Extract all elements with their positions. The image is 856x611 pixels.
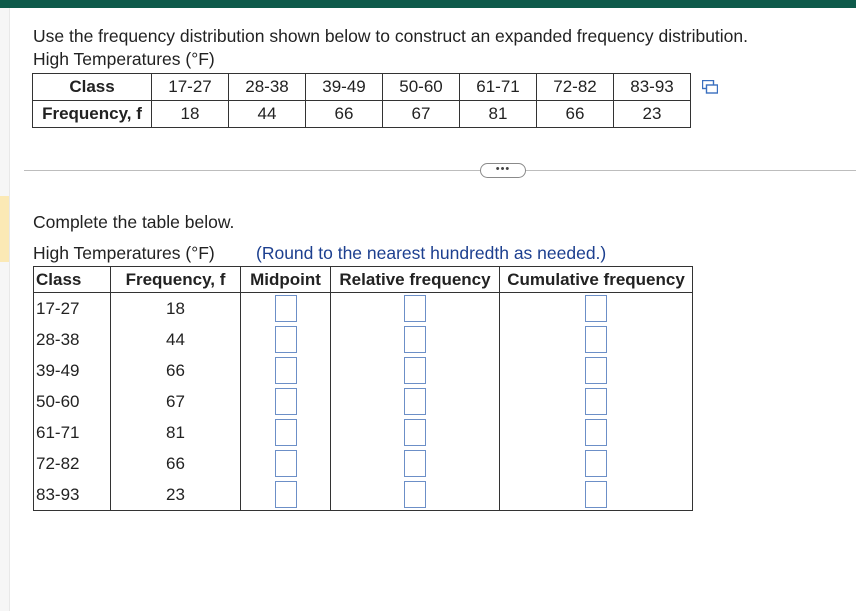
table-row <box>34 324 693 355</box>
class-cell: 28-38 <box>34 324 111 355</box>
cumulative-frequency-input[interactable] <box>585 450 607 477</box>
table-row <box>34 355 693 386</box>
frequency-cell: 81 <box>111 417 241 448</box>
relative-frequency-input[interactable] <box>404 450 426 477</box>
frequency-cell: 67 <box>111 386 241 417</box>
relative-frequency-input[interactable] <box>404 326 426 353</box>
midpoint-input[interactable] <box>275 326 297 353</box>
given-frequency-cell: 23 <box>614 101 691 128</box>
table-row <box>34 386 693 417</box>
given-class-cell: 50-60 <box>383 74 460 101</box>
class-cell: 72-82 <box>34 448 111 479</box>
class-cell: 17-27 <box>34 293 111 325</box>
prompt-text: Complete the table below. <box>33 212 235 232</box>
table-row <box>34 417 693 448</box>
relative-frequency-input[interactable] <box>404 357 426 384</box>
relative-frequency-input[interactable] <box>404 388 426 415</box>
midpoint-input[interactable] <box>275 357 297 384</box>
show-more-button[interactable]: ••• <box>480 163 526 178</box>
frequency-cell: 23 <box>111 479 241 511</box>
class-cell: 61-71 <box>34 417 111 448</box>
class-cell: 83-93 <box>34 479 111 511</box>
cumulative-frequency-input[interactable] <box>585 295 607 322</box>
given-class-cell: 61-71 <box>460 74 537 101</box>
open-table-icon[interactable] <box>702 80 718 94</box>
cumulative-frequency-header: Cumulative frequency <box>500 267 693 293</box>
class-cell: 50-60 <box>34 386 111 417</box>
relative-frequency-header: Relative frequency <box>331 267 500 293</box>
cumulative-frequency-input[interactable] <box>585 419 607 446</box>
given-table-caption: High Temperatures (°F) <box>33 49 215 69</box>
cumulative-frequency-input[interactable] <box>585 357 607 384</box>
given-frequency-header: Frequency, f <box>33 101 152 128</box>
frequency-header: Frequency, f <box>111 267 241 293</box>
current-question-marker <box>0 196 9 262</box>
midpoint-input[interactable] <box>275 419 297 446</box>
given-frequency-cell: 81 <box>460 101 537 128</box>
given-frequency-row <box>33 101 691 128</box>
frequency-cell: 44 <box>111 324 241 355</box>
cumulative-frequency-input[interactable] <box>585 326 607 353</box>
given-class-row <box>33 74 691 101</box>
given-frequency-cell: 67 <box>383 101 460 128</box>
midpoint-input[interactable] <box>275 388 297 415</box>
cumulative-frequency-input[interactable] <box>585 481 607 508</box>
given-frequency-cell: 66 <box>306 101 383 128</box>
section-divider <box>24 170 856 171</box>
relative-frequency-input[interactable] <box>404 481 426 508</box>
cumulative-frequency-input[interactable] <box>585 388 607 415</box>
midpoint-input[interactable] <box>275 450 297 477</box>
table-row <box>34 479 693 511</box>
midpoint-input[interactable] <box>275 481 297 508</box>
given-class-cell: 28-38 <box>229 74 306 101</box>
given-class-header: Class <box>33 74 152 101</box>
expanded-frequency-table <box>33 266 693 511</box>
class-cell: 39-49 <box>34 355 111 386</box>
midpoint-header: Midpoint <box>241 267 331 293</box>
midpoint-input[interactable] <box>275 295 297 322</box>
round-note: (Round to the nearest hundredth as needed.) <box>256 243 607 263</box>
given-frequency-cell: 66 <box>537 101 614 128</box>
frequency-cell: 18 <box>111 293 241 325</box>
given-class-cell: 39-49 <box>306 74 383 101</box>
given-class-cell: 83-93 <box>614 74 691 101</box>
frequency-cell: 66 <box>111 355 241 386</box>
relative-frequency-input[interactable] <box>404 295 426 322</box>
given-frequency-table <box>32 73 691 128</box>
table-row <box>34 293 693 325</box>
given-frequency-cell: 18 <box>152 101 229 128</box>
frequency-cell: 66 <box>111 448 241 479</box>
instructions: Use the frequency distribution shown below to construct an expanded frequency distribution. <box>33 26 749 46</box>
expanded-header-row <box>34 267 693 293</box>
top-bar <box>0 0 856 8</box>
table-row <box>34 448 693 479</box>
relative-frequency-input[interactable] <box>404 419 426 446</box>
expanded-table-caption: High Temperatures (°F) <box>33 243 215 263</box>
class-header: Class <box>34 267 111 293</box>
given-frequency-cell: 44 <box>229 101 306 128</box>
left-strip <box>0 8 10 611</box>
given-class-cell: 72-82 <box>537 74 614 101</box>
given-class-cell: 17-27 <box>152 74 229 101</box>
